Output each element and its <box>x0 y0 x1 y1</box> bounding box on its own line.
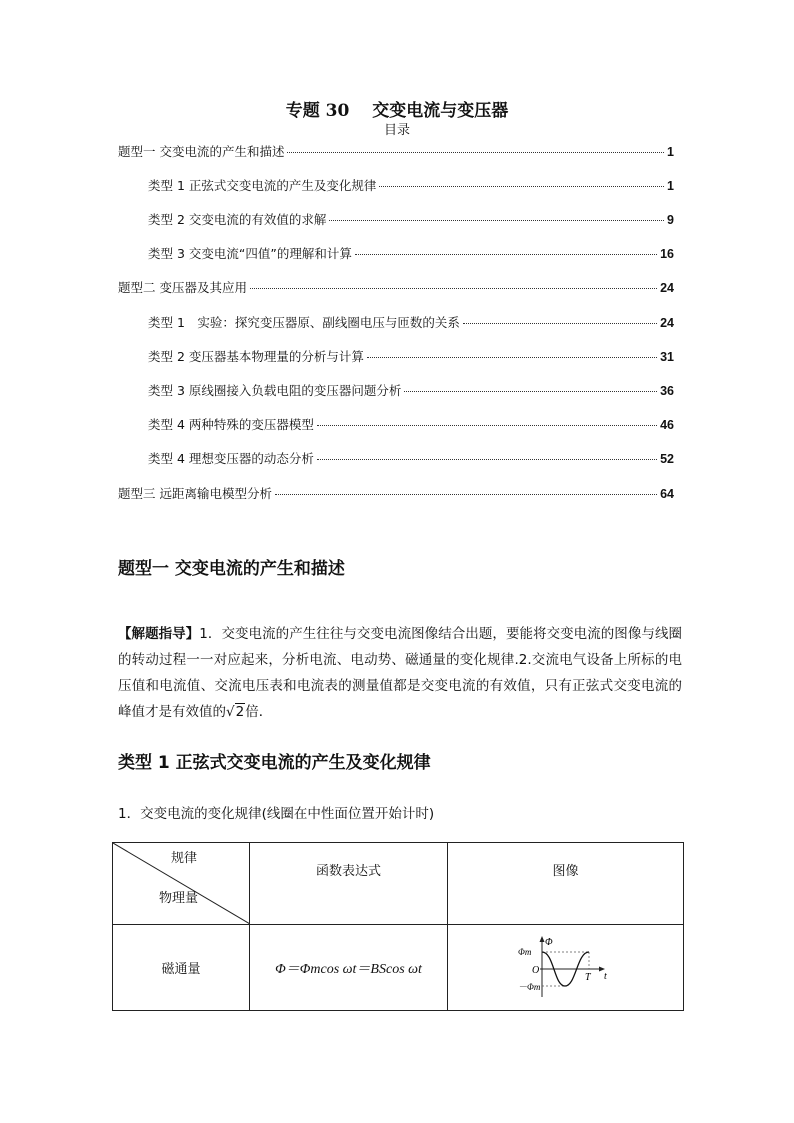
toc-leader-dots <box>275 494 657 495</box>
toc-entry-label: 题型二 变压器及其应用 <box>118 280 247 295</box>
toc-entry[interactable] <box>148 176 674 194</box>
toc-leader-dots <box>329 220 664 221</box>
toc-entry-page: 36 <box>660 384 674 398</box>
toc-entry-page: 24 <box>660 281 674 295</box>
toc-leader-dots <box>250 288 657 289</box>
toc-entry-page: 64 <box>660 487 674 501</box>
toc-leader-dots <box>317 425 657 426</box>
toc-entry-page: 24 <box>660 316 674 330</box>
solution-guide-paragraph <box>118 621 682 725</box>
toc-entry-page: 1 <box>667 145 674 159</box>
toc-leader-dots <box>287 152 664 153</box>
sqrt-sign: √ <box>226 704 235 720</box>
toc-entry-page: 46 <box>660 418 674 432</box>
row-quantity-cell: 磁通量 <box>113 925 250 1011</box>
toc-entry-label: 题型一 交变电流的产生和描述 <box>118 144 285 159</box>
corner-header-bottom: 物理量 <box>159 891 199 906</box>
toc-entry[interactable] <box>148 244 674 262</box>
toc-entry-label: 题型三 远距离输电模型分析 <box>118 486 272 501</box>
sqrt-radicand: 2 <box>235 704 245 720</box>
graph-label-period: T <box>584 971 591 983</box>
toc-leader-dots <box>317 459 657 460</box>
toc-entry-label: 类型 4 两种特殊的变压器模型 <box>148 417 314 432</box>
toc-entry[interactable] <box>148 347 674 365</box>
graph-label-y: Φ <box>544 936 553 948</box>
toc-entry[interactable] <box>148 415 674 433</box>
rules-table <box>112 842 684 1011</box>
toc-entry-page: 31 <box>660 350 674 364</box>
page-title: 专题 30 交变电流与变压器 <box>285 101 509 121</box>
graph-label-min: －Φm <box>517 981 540 992</box>
toc-leader-dots <box>379 186 664 187</box>
graph-label-x: t <box>603 970 607 982</box>
toc-entry-label: 类型 3 交变电流“四值”的理解和计算 <box>148 246 352 261</box>
toc-entry[interactable] <box>118 278 674 296</box>
guide-text: 1．交变电流的产生往往与交变电流图像结合出题，要能将交变电流的图像与线圈的转动过程一一对应起来，分析电流、电动势、磁通量的变化规律.2.交流电气设备上所标的电压值和电流值、交流电压表和电流表的测量值都是交变电流的有效值，只有正弦式交变电流的峰值才是有效值的 <box>118 626 682 720</box>
toc-entry-label: 类型 1 实验：探究变压器原、副线圈电压与匝数的关系 <box>148 315 460 330</box>
toc-entry-label: 类型 4 理想变压器的动态分析 <box>148 451 314 466</box>
toc-entry[interactable] <box>148 210 674 228</box>
graph-y-arrow-icon <box>539 936 544 942</box>
toc-leader-dots <box>367 357 657 358</box>
toc-leader-dots <box>355 254 657 255</box>
corner-header-top: 规律 <box>171 851 198 866</box>
table-corner-cell <box>113 843 250 925</box>
toc-entry-label: 类型 1 正弦式交变电流的产生及变化规律 <box>148 178 377 193</box>
toc-entry[interactable] <box>118 484 674 502</box>
toc-entry-page: 9 <box>667 213 674 227</box>
list-item-text: 1．交变电流的变化规律(线圈在中性面位置开始计时) <box>118 806 435 822</box>
toc-leader-dots <box>404 391 657 392</box>
column-header-formula: 函数表达式 <box>250 843 448 925</box>
toc-leader-dots <box>463 323 657 324</box>
section-heading: 题型一 交变电流的产生和描述 <box>118 559 345 579</box>
guide-tail: 倍． <box>245 704 273 720</box>
subsection-heading: 类型 1 正弦式交变电流的产生及变化规律 <box>118 753 431 773</box>
flux-formula: Φ＝Φmcos ωt＝BScos ωt <box>275 961 422 977</box>
toc-entry[interactable] <box>148 449 674 467</box>
toc-entry-label: 类型 2 交变电流的有效值的求解 <box>148 212 327 227</box>
toc-entry-page: 1 <box>667 179 674 193</box>
toc-entry[interactable] <box>148 381 674 399</box>
toc-entry-page: 52 <box>660 452 674 466</box>
row-formula-cell <box>250 925 448 1011</box>
toc-entry-label: 类型 2 变压器基本物理量的分析与计算 <box>148 349 364 364</box>
column-header-graph: 图像 <box>448 843 684 925</box>
toc-entry[interactable] <box>148 313 674 331</box>
sqrt-symbol <box>226 699 245 725</box>
graph-label-origin: O <box>531 964 539 976</box>
toc-caption: 目录 <box>383 123 410 138</box>
graph-label-max: Φm <box>517 946 531 957</box>
row-graph-cell <box>448 925 684 1011</box>
toc-entry[interactable] <box>118 142 674 160</box>
flux-cosine-graph <box>518 935 614 1001</box>
guide-lead: 【解题指导】 <box>118 626 200 642</box>
toc-entry-page: 16 <box>660 247 674 261</box>
toc-entry-label: 类型 3 原线圈接入负载电阻的变压器问题分析 <box>148 383 402 398</box>
